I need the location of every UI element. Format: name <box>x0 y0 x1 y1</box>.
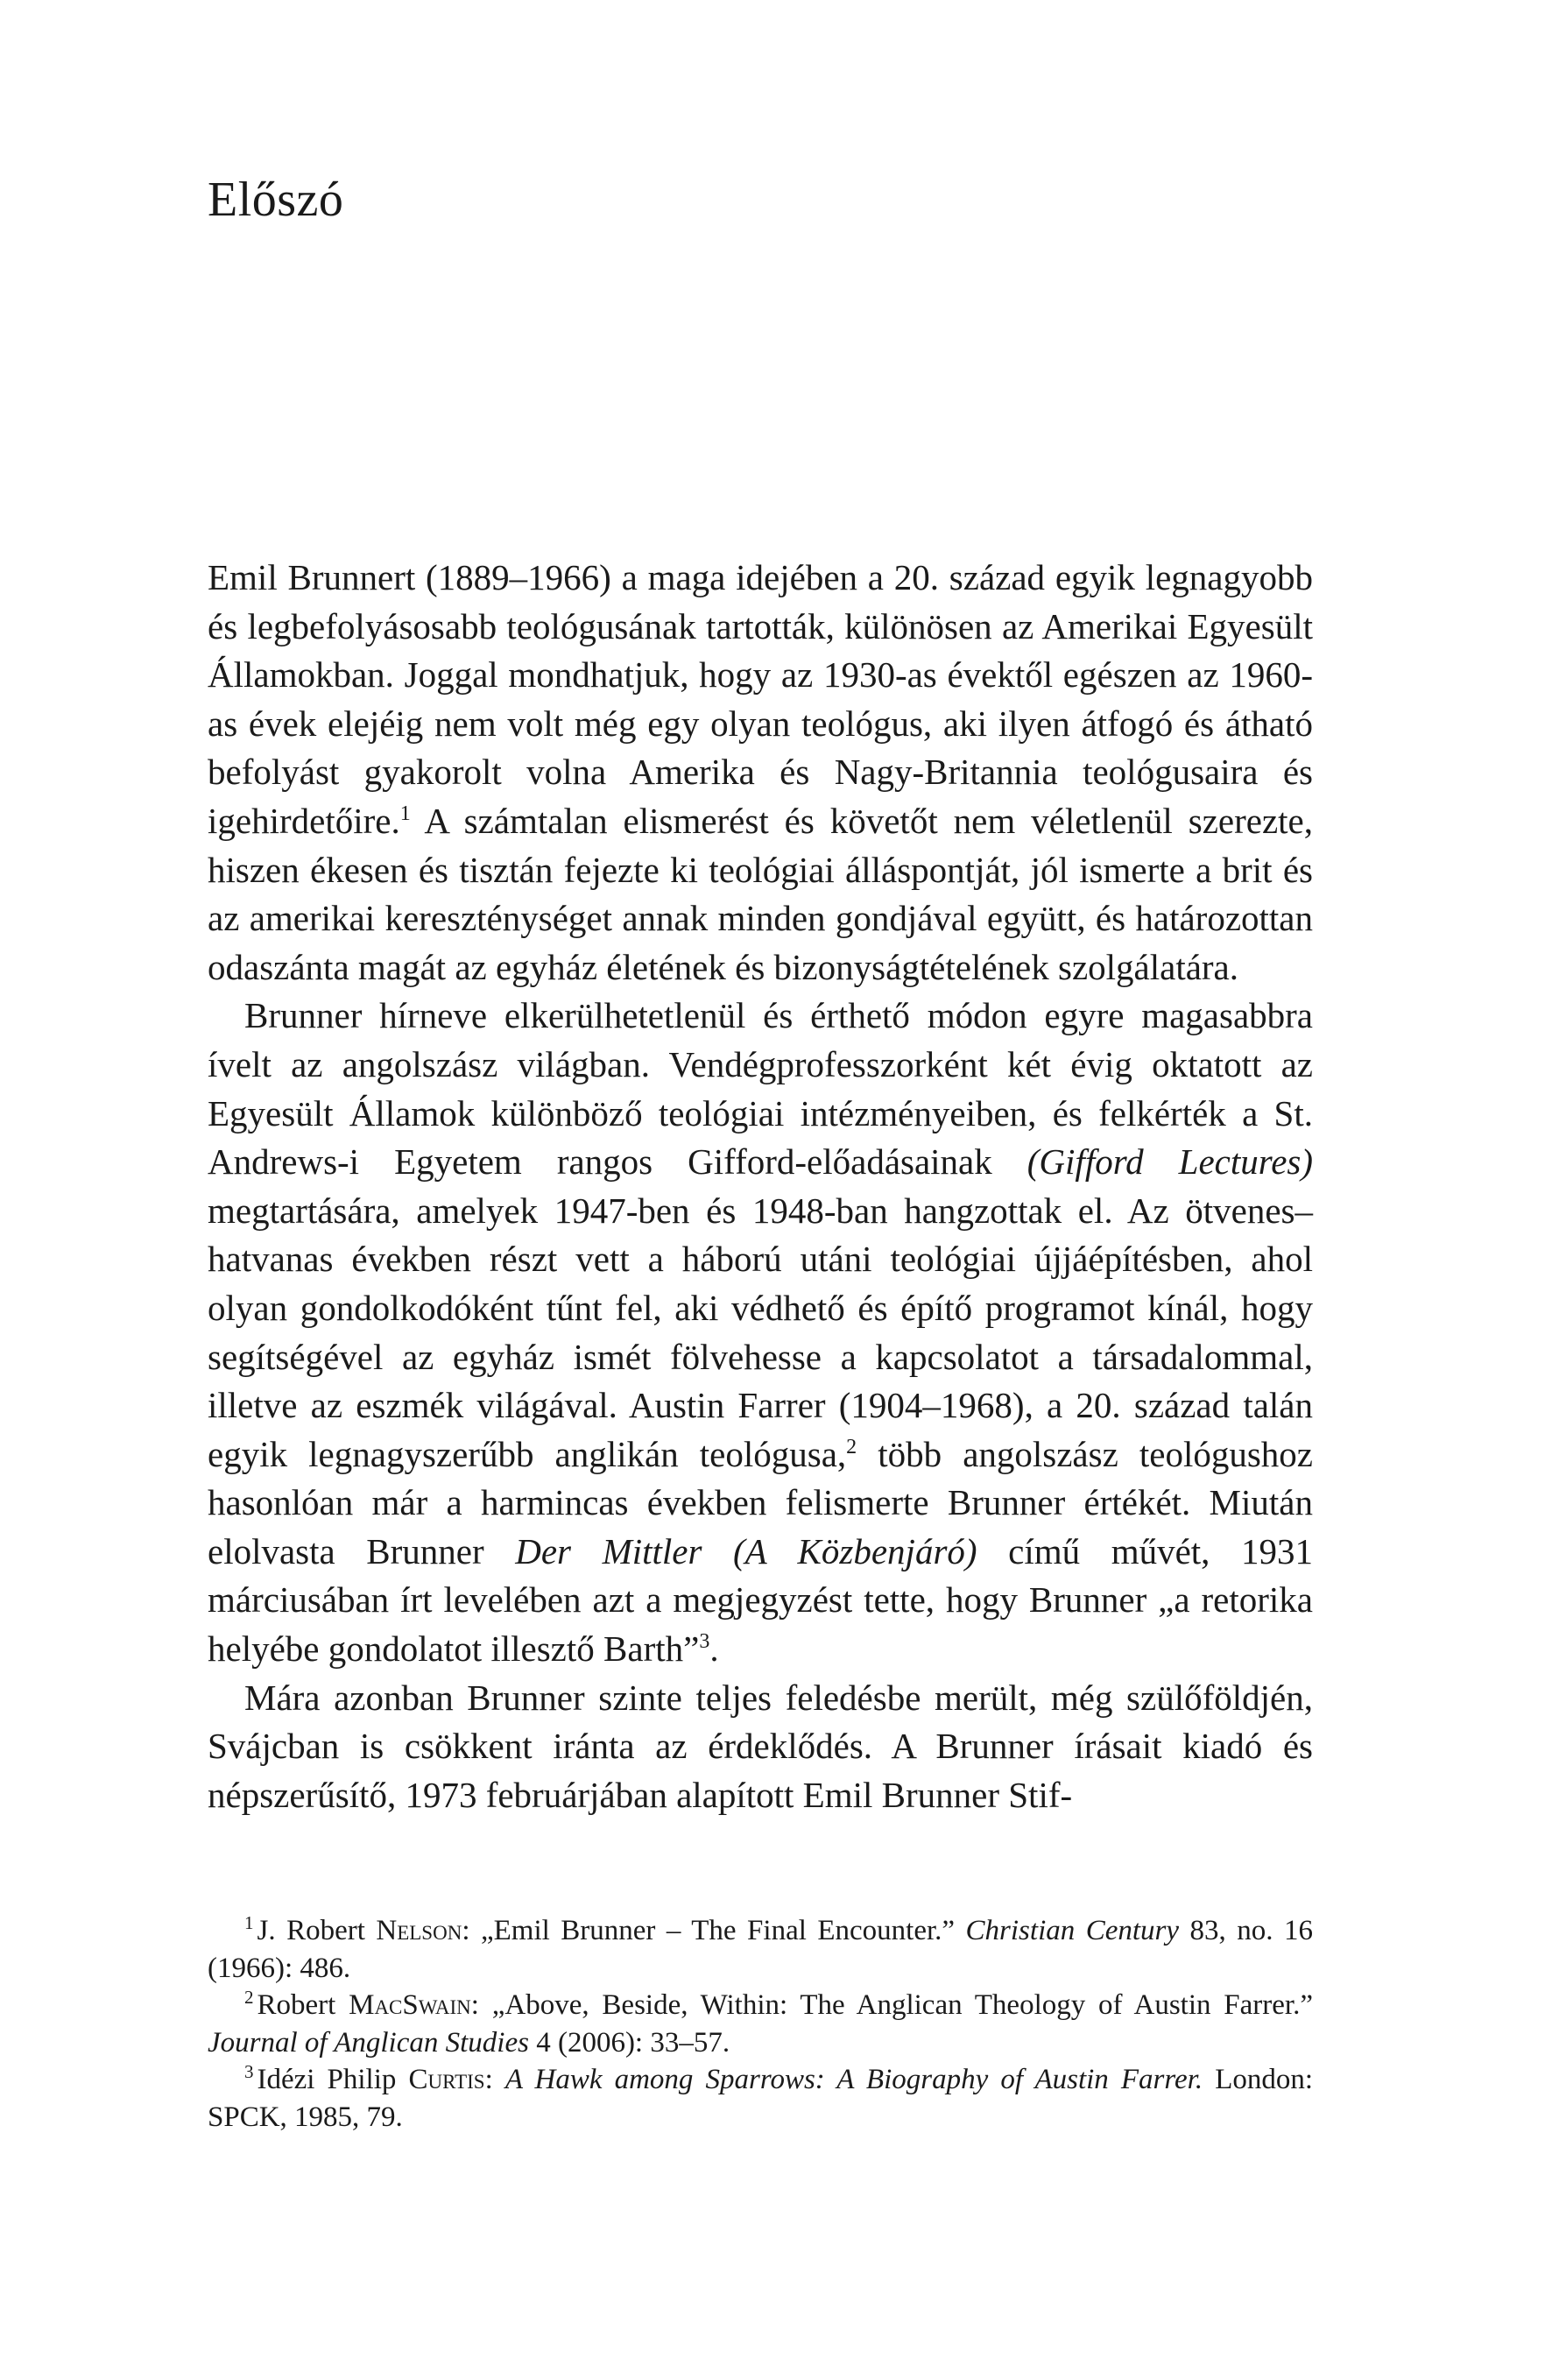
text-run: megtartására, amelyek 1947-ben és 1948-ban hangzottak el. Az ötvenes–hatvanas években részt vett a háború utáni teológiai újjáépítésben, ahol olyan gondolkodóként tűnt fel, aki védhető és építő programot kínál, hogy segítségével az egyház ismét fölvehesse a kapcsolatot a társadalommal, illetve az eszmék világával. Austin Farrer (1904–1968), a 20. század talán egyik legnagyszerűbb anglikán teológusa, <box>208 1190 1313 1474</box>
text-run: . <box>709 1628 719 1670</box>
text-run: Robert <box>257 1989 349 2021</box>
text-run: 4 (2006): 33–57. <box>528 2026 730 2059</box>
main-text <box>208 554 1313 1819</box>
italic-run: Der Mittler (A Közbenjáró) <box>515 1530 977 1571</box>
footnotes <box>208 1912 1313 2136</box>
paragraph <box>208 1674 1313 1820</box>
text-run: A számtalan elismerést és követőt nem véletlenül szerezte, hiszen ékesen és tisztán fejezte ki teológiai álláspontját, jól ismerte a brit és az amerikai kereszténységet annak minden gondjával együtt, és határozottan odaszánta magát az egyház életének és bizonyságtételének szolgálatára. <box>208 800 1313 987</box>
text-run: : „Emil Brunner – The Final Encounter.” <box>462 1915 966 1946</box>
page-title: Előszó <box>208 173 344 227</box>
text-run: J. Robert <box>257 1915 377 1946</box>
footnote-ref: 2 <box>846 1435 857 1458</box>
footnote <box>208 2061 1313 2136</box>
text-run: 83, no. 16 (1966): 486. <box>208 1915 1313 1984</box>
text-run: : <box>484 2064 505 2095</box>
author-name: MacSwain <box>349 1989 471 2021</box>
text-run: : „Above, Beside, Within: The Anglican Theology of Austin Farrer.” <box>470 1989 1313 2021</box>
text-run: című művét, 1931 márciusában írt levelében azt a megjegyzést tette, hogy Brunner „a retorika helyébe gondolatot illesztő Barth” <box>208 1530 1314 1670</box>
text-run: Emil Brunnert (1889–1966) a maga idejében a 20. század egyik legnagyobb és legbefolyásosabb teológusának tartották, különösen az Amerikai Egyesült Államokban. Joggal mondhatjuk, hogy az 1930-as évektől egészen az 1960-as évek elejéig nem volt még egy olyan teológus, aki ilyen átfogó és átható befolyást gyakorolt volna Amerika és Nagy-Britannia teológusaira és igehirdetőire. <box>208 557 1313 841</box>
paragraph <box>208 554 1313 992</box>
footnote <box>208 1912 1313 1987</box>
footnote-number: 3 <box>244 2061 254 2082</box>
author-name: Curtis <box>408 2064 485 2095</box>
footnote <box>208 1987 1313 2061</box>
italic-run: Christian Century <box>965 1915 1180 1946</box>
text-run: több angolszász teológushoz hasonlóan már a harmincas években felismerte Brunner értékét. Miután elolvasta Brunner <box>208 1433 1313 1571</box>
text-run: Brunner hírneve elkerülhetetlenül és érthető módon egyre magasabbra ívelt az angolszász világban. Vendégprofesszorként két évig oktatott az Egyesült Államok különböző teológiai intézményeiben, és felkérték a St. Andrews-i Egyetem rangos Gifford-előadásainak <box>208 995 1313 1183</box>
footnote-number: 2 <box>244 1987 254 2008</box>
text-run: Idézi Philip <box>257 2064 409 2095</box>
text-run: Mára azonban Brunner szinte teljes feledésbe merült, még szülőföldjén, Svájcban is csökkent iránta az érdeklődés. A Brunner írásait kiadó és népszerűsítő, 1973 februárjában alapított Emil Brunner Stif- <box>208 1677 1313 1815</box>
italic-run: (Gifford Lectures) <box>1026 1141 1313 1183</box>
italic-run: A Hawk among Sparrows: A Biography of Austin Farrer. <box>504 2064 1203 2095</box>
italic-run: Journal of Anglican Studies <box>208 2026 529 2059</box>
footnote-ref: 1 <box>399 802 411 825</box>
footnote-ref: 3 <box>699 1630 710 1654</box>
footnote-number: 1 <box>244 1912 254 1933</box>
paragraph <box>208 992 1313 1673</box>
text-run: London: SPCK, 1985, 79. <box>208 2064 1314 2133</box>
author-name: Nelson <box>376 1915 462 1946</box>
